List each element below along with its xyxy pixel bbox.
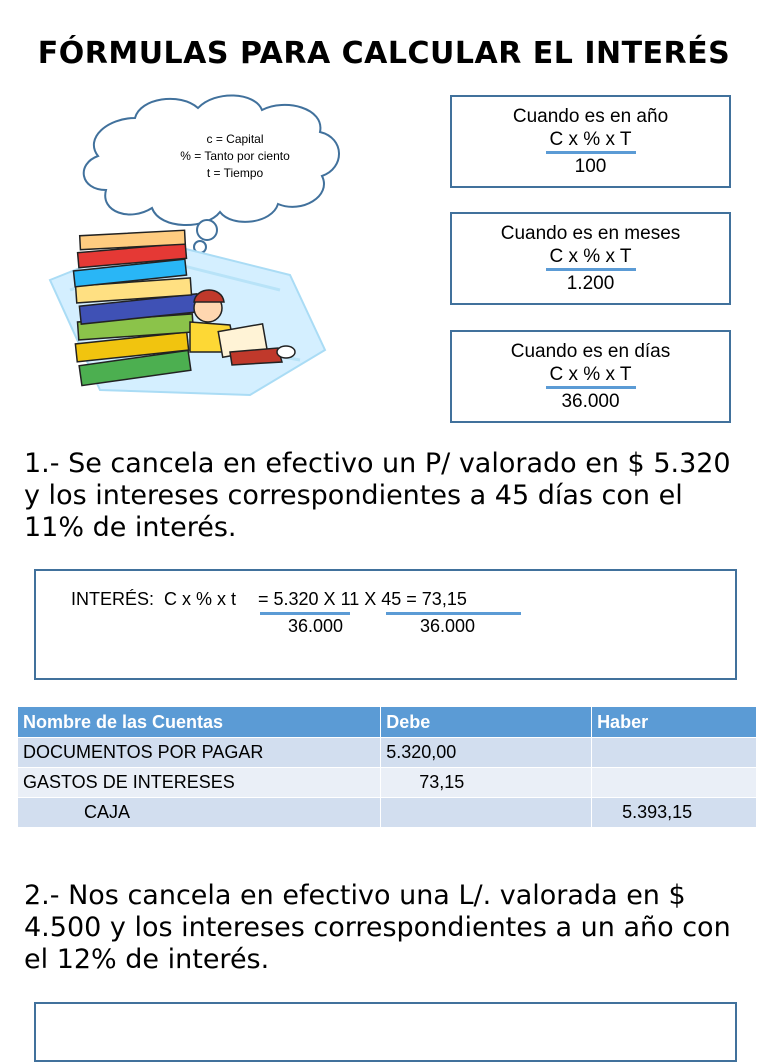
formula-box-months [450,212,731,305]
account-name: GASTOS DE INTERESES [18,768,381,798]
formula-numerator: C x % x T [546,364,636,389]
table-row [18,768,757,798]
calc-denominator-1: 36.000 [288,616,344,636]
account-name: CAJA [18,798,381,828]
formula-label: Cuando es en días [510,341,671,362]
formula-box-year [450,95,731,188]
legend-capital: c = Capital [206,132,264,146]
debit-value: 5.320,00 [381,738,592,768]
formula-box-days [450,330,731,423]
calc-expression: = 5.320 X 11 X 45 = 73,15 [258,589,467,609]
formula-numerator: C x % x T [546,129,636,154]
fraction-bar [260,612,350,615]
column-header-debit: Debe [381,707,592,738]
interest-calculation-box-2 [34,1002,737,1062]
variables-legend [150,131,320,182]
formula-denominator: 36.000 [561,391,620,412]
journal-entry-table [18,707,757,827]
table-row [18,738,757,768]
debit-value [381,798,592,828]
formula-numerator: C x % x T [546,246,636,271]
formula-denominator: 1.200 [566,273,615,294]
page-title: FÓRMULAS PARA CALCULAR EL INTERÉS [37,36,731,71]
credit-value: 5.393,15 [592,798,757,828]
credit-value [592,738,757,768]
interest-calculation-box [34,569,737,680]
formula-denominator: 100 [574,156,607,177]
calc-denominator-2: 36.000 [420,616,476,636]
formula-label: Cuando es en año [512,106,669,127]
calc-formula-label: INTERÉS: C x % x t [71,589,237,609]
formula-label: Cuando es en meses [500,223,681,244]
table-row [18,798,757,828]
legend-percent: % = Tanto por ciento [180,149,290,163]
table-header-row [18,707,757,738]
problem-2-statement: 2.- Nos cancela en efectivo una L/. valorada en $ 4.500 y los intereses correspondientes a un año con el 12% de interés. [24,880,731,975]
debit-value: 73,15 [381,768,592,798]
fraction-bar [386,612,521,615]
legend-time: t = Tiempo [206,166,264,180]
problem-1-statement: 1.- Se cancela en efectivo un P/ valorado en $ 5.320 y los intereses correspondientes a 45 días con el 11% de interés. [24,448,731,543]
column-header-account: Nombre de las Cuentas [18,707,381,738]
column-header-credit: Haber [592,707,757,738]
credit-value [592,768,757,798]
account-name: DOCUMENTOS POR PAGAR [18,738,381,768]
